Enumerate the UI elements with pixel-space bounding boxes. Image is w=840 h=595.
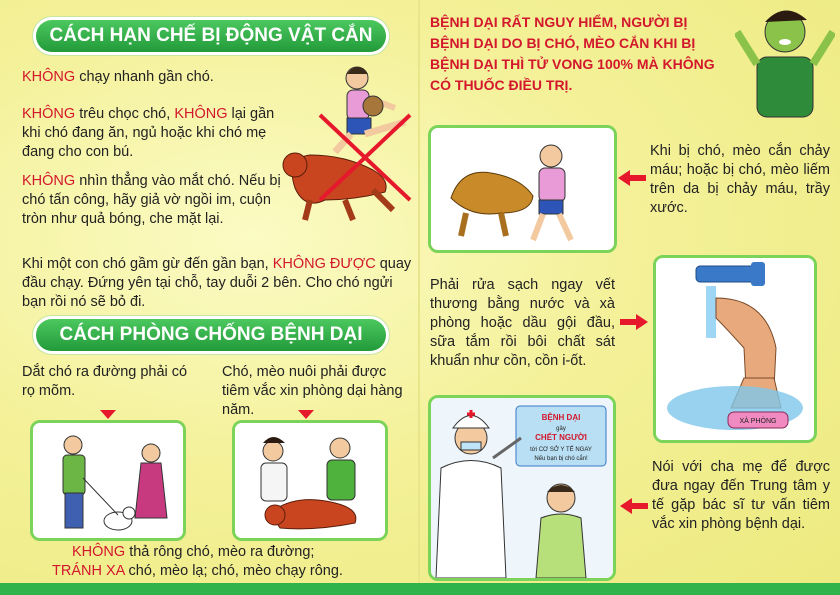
tip-no-running: KHÔNG chạy nhanh gần chó. bbox=[22, 69, 214, 85]
banner-bite-prevention: CÁCH HẠN CHẾ BỊ ĐỘNG VẬT CẮN bbox=[36, 20, 386, 52]
dog-biting-boy-illustration bbox=[431, 128, 614, 250]
arrow-left-icon bbox=[620, 498, 648, 514]
illustration-walking-dog-muzzle bbox=[30, 420, 186, 541]
tip-no-teasing: KHÔNG trêu chọc chó, KHÔNG lại gần khi chó đang ăn, ngủ hoặc khi chó mẹ đang cho con bú. bbox=[22, 106, 275, 160]
vet-vaccinating-dog-illustration bbox=[235, 423, 385, 538]
step-see-doctor: Nói với cha mẹ để được đưa ngay đến Trung tâm y tế gặp bác sĩ tư vấn tiêm vắc xin phòng bệnh dại. bbox=[652, 459, 830, 532]
red-keyword: KHÔNG bbox=[22, 69, 76, 85]
sick-man-illustration bbox=[735, 2, 835, 120]
arrow-left-icon bbox=[618, 170, 646, 186]
poster-title: BỆNH DẠI bbox=[541, 413, 581, 422]
washing-leg-illustration bbox=[656, 258, 814, 440]
tip-dog-growls: Khi một con chó gầm gừ đến gần bạn, KHÔNG ĐƯỢC quay đầu chạy. Đứng yên tại chỗ, tay duỗi 2 bên. Cho chó ngửi bạn rồi nó sẽ bỏ đi. bbox=[22, 256, 412, 310]
column-divider bbox=[418, 0, 420, 583]
tip-muzzle: Dắt chó ra đường phải có rọ mõm. bbox=[22, 364, 188, 399]
illustration-washing-wound bbox=[653, 255, 817, 443]
footer-bar bbox=[0, 583, 840, 595]
step-bitten: Khi bị chó, mèo cắn chảy máu; hoặc bị chó, mèo liếm trên da bị chảy máu, trầy xước. bbox=[650, 143, 830, 216]
tip-no-stray: KHÔNG thả rông chó, mèo ra đường; bbox=[72, 544, 315, 560]
arrow-right-icon bbox=[620, 314, 648, 330]
banner-rabies-prevention: CÁCH PHÒNG CHỐNG BỆNH DẠI bbox=[36, 319, 386, 351]
soap-label: XÀ PHÒNG bbox=[739, 418, 777, 425]
illustration-vaccinating-dog bbox=[232, 420, 388, 541]
poster-death: CHẾT NGƯỜI bbox=[535, 433, 587, 442]
doctor-vaccine-illustration bbox=[431, 398, 613, 578]
poster-if-bitten: Nếu bạn bị chó cắn! bbox=[534, 456, 588, 462]
pointer-triangle bbox=[298, 410, 314, 419]
tip-vaccinate-pets: Chó, mèo nuôi phải được tiêm vắc xin phòng dại hàng năm. bbox=[222, 364, 403, 418]
pointer-triangle bbox=[100, 410, 116, 419]
running-boy-dog-illustration bbox=[265, 60, 415, 225]
step-wash-wound: Phải rửa sạch ngay vết thương bằng nước và xà phòng hoặc dầu gội đầu, sữa tắm rồi bôi chất sát khuẩn như cồn, cồn i-ốt. bbox=[430, 277, 615, 369]
illustration-dog-bite bbox=[428, 125, 617, 253]
tip-no-eye-contact: KHÔNG nhìn thẳng vào mắt chó. Nếu bị chó tấn công, hãy giả vờ ngồi im, cuộn tròn như quả bóng, che mặt lại. bbox=[22, 173, 281, 227]
rabies-warning: BỆNH DẠI RẤT NGUY HIỂM, NGƯỜI BỊ BỆNH DẠI DO BỊ CHÓ, MÈO CẮN KHI BỊ BỆNH DẠI THÌ TỬ VONG 100% MÀ KHÔNG CÓ THUỐC ĐIỀU TRỊ. bbox=[430, 14, 715, 93]
poster-gay: gây bbox=[556, 426, 566, 432]
poster-go-clinic: tới CƠ SỞ Y TẾ NGAY bbox=[530, 447, 592, 453]
illustration-doctor bbox=[428, 395, 616, 581]
tip-avoid-strange: TRÁNH XA chó, mèo lạ; chó, mèo chạy rông. bbox=[52, 563, 343, 579]
family-walking-dog-illustration bbox=[33, 423, 183, 538]
